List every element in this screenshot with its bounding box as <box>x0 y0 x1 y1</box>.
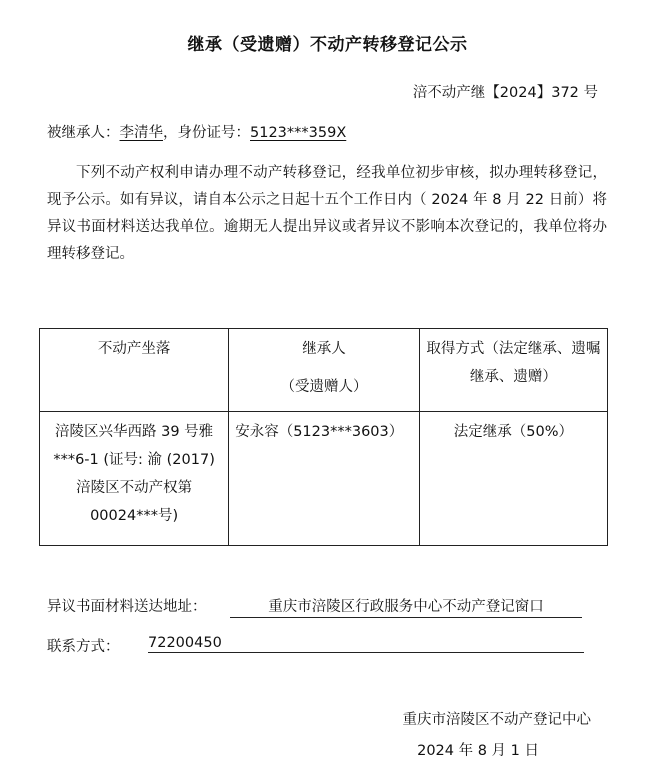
contact-value: 72200450 <box>148 635 584 653</box>
issuing-organization: 重庆市涪陵区不动产登记中心 <box>402 712 591 728</box>
cell-heir: 安永容（5123***3603） <box>229 412 420 546</box>
decedent-line <box>47 121 346 142</box>
notice-body: 下列不动产权利申请办理不动产转移登记，经我单位初步审核，拟办理转移登记，现予公示。如有异议，请自本公示之日起十五个工作日内（ 2024 年 8 月 22 日前）将异议书面材料送达我单位。逾期无人提出异议或者异议不影响本次登记的，我单位将办理转移登记。 <box>47 165 607 262</box>
notice-title: 继承（受遗赠）不动产转移登记公示 <box>187 35 468 55</box>
header-heir <box>229 329 420 412</box>
decedent-label: 被继承人： <box>47 125 120 141</box>
issue-date: 2024 年 8 月 1 日 <box>417 743 539 759</box>
decedent-id-label: ，身份证号： <box>163 125 250 141</box>
table-row <box>40 412 608 546</box>
address-label: 异议书面材料送达地址： <box>47 599 207 615</box>
document-number: 涪不动产继【2024】372 号 <box>412 85 598 101</box>
decedent-name: 李清华 <box>119 125 163 141</box>
header-method: 取得方式（法定继承、遗嘱继承、遗赠） <box>419 329 607 412</box>
header-heir-line1: 继承人 <box>302 341 346 357</box>
property-table <box>39 328 608 546</box>
header-location: 不动产坐落 <box>40 329 229 412</box>
cell-method: 法定继承（50%） <box>419 412 607 546</box>
address-value: 重庆市涪陵区行政服务中心不动产登记窗口 <box>230 595 582 618</box>
cell-location: 涪陵区兴华西路 39 号雅***6-1 (证号: 渝 (2017) 涪陵区不动产权第 00024***号) <box>40 412 229 546</box>
table-header-row <box>40 329 608 412</box>
header-heir-line2: （受遗赠人） <box>280 379 368 395</box>
contact-label: 联系方式： <box>47 639 120 655</box>
decedent-id: 5123***359X <box>250 125 347 141</box>
